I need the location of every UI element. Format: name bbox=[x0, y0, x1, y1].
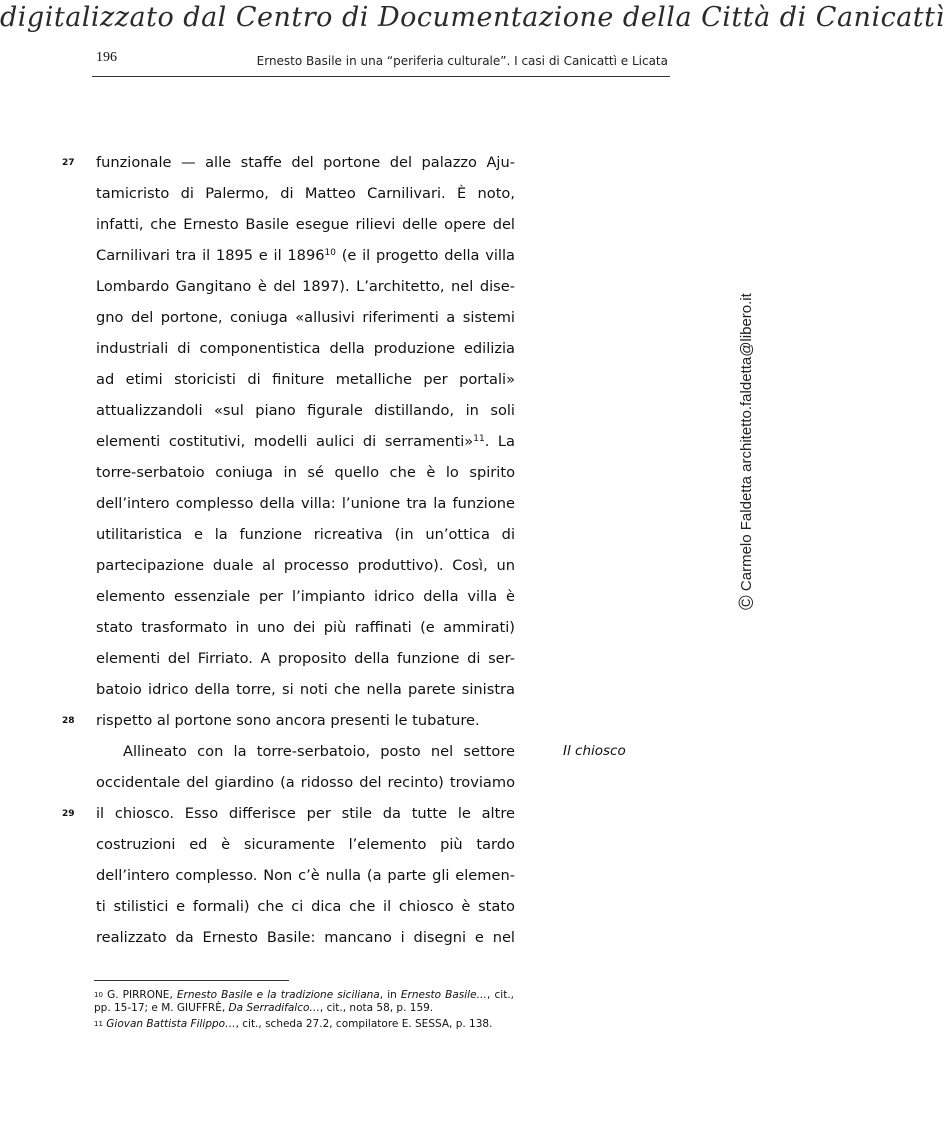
margin-number: 27 bbox=[62, 158, 75, 168]
footnote-title: Giovan Battista Filippo… bbox=[106, 1018, 236, 1030]
copyright-icon: © bbox=[736, 595, 758, 610]
text-line: costruzioni ed è sicuramente l’elemento più tardo bbox=[96, 836, 515, 853]
footnote-text: , cit., pp. 15-17; e M. GIUFFRÈ, bbox=[94, 989, 514, 1014]
text-line: infatti, che Ernesto Basile esegue rilievi delle opere del bbox=[96, 216, 515, 233]
text-line: elementi del Firriato. A proposito della funzione di ser- bbox=[96, 650, 515, 667]
text-segment: . La bbox=[484, 433, 515, 450]
text-line bbox=[96, 244, 515, 275]
text-segment: elementi costitutivi, modelli aulici di serramenti» bbox=[96, 433, 474, 450]
margin-number: 29 bbox=[62, 809, 75, 819]
text-line: industriali di componentistica della produzione edilizia bbox=[96, 340, 515, 357]
footnote-title: Ernesto Basile e la tradizione siciliana bbox=[176, 989, 380, 1001]
side-note-chiosco: Il chiosco bbox=[563, 743, 626, 759]
footnote-title: Ernesto Basile… bbox=[400, 989, 488, 1001]
text-line: batoio idrico della torre, si noti che nella parete sinistra bbox=[96, 681, 515, 698]
digitization-banner: digitalizzato dal Centro di Documentazione della Città di Canicattì bbox=[0, 2, 945, 33]
footnote-text: , cit., nota 58, p. 159. bbox=[319, 1002, 434, 1014]
footnotes bbox=[94, 989, 514, 1034]
text-line: Lombardo Gangitano è del 1897). L’architetto, nel dise- bbox=[96, 278, 515, 295]
text-line: realizzato da Ernesto Basile: mancano i disegni e nel bbox=[96, 929, 515, 946]
footnote-rule bbox=[94, 980, 289, 981]
body-text bbox=[96, 151, 515, 957]
text-line bbox=[96, 430, 515, 461]
text-line: tamicristo di Palermo, di Matteo Carnilivari. È noto, bbox=[96, 185, 515, 202]
text-line: dell’intero complesso della villa: l’unione tra la funzione bbox=[96, 495, 515, 512]
text-line: funzionale — alle staffe del portone del palazzo Aju- bbox=[96, 154, 515, 171]
text-line: il chiosco. Esso differisce per stile da tutte le altre bbox=[96, 805, 515, 822]
text-line: rispetto al portone sono ancora presenti le tubature. bbox=[96, 712, 480, 729]
footnote-text: G. PIRRONE, bbox=[107, 989, 177, 1001]
copyright-watermark bbox=[736, 293, 759, 610]
header-rule bbox=[92, 76, 670, 77]
text-line: utilitaristica e la funzione ricreativa (in un’ottica di bbox=[96, 526, 515, 543]
footnote-ref-11: 11 bbox=[473, 434, 485, 444]
text-segment: Carnilivari tra il 1895 e il 1896 bbox=[96, 247, 325, 264]
page-number: 196 bbox=[96, 50, 117, 65]
footnote-11 bbox=[94, 1018, 514, 1031]
text-line: elemento essenziale per l’impianto idrico della villa è bbox=[96, 588, 515, 605]
margin-number: 28 bbox=[62, 716, 75, 726]
text-segment: (e il progetto della villa bbox=[341, 247, 515, 264]
text-line: torre-serbatoio coniuga in sé quello che è lo spirito bbox=[96, 464, 515, 481]
text-line: occidentale del giardino (a ridosso del recinto) troviamo bbox=[96, 774, 515, 791]
watermark-text: Carmelo Faldetta architetto.faldetta@libero.it bbox=[738, 293, 755, 592]
running-head: Ernesto Basile in una “periferia culturale”. I casi di Canicattì e Licata bbox=[256, 54, 668, 68]
text-line: partecipazione duale al processo produttivo). Così, un bbox=[96, 557, 515, 574]
footnote-number: 10 bbox=[94, 991, 103, 999]
footnote-10 bbox=[94, 989, 514, 1015]
text-line: ti stilistici e formali) che ci dica che il chiosco è stato bbox=[96, 898, 515, 915]
footnote-title: Da Serradifalco… bbox=[228, 1002, 320, 1014]
footnote-text: , in bbox=[379, 989, 401, 1001]
footnote-ref-10: 10 bbox=[324, 248, 336, 258]
text-line: ad etimi storicisti di finiture metalliche per portali» bbox=[96, 371, 515, 388]
text-line: gno del portone, coniuga «allusivi riferimenti a sistemi bbox=[96, 309, 515, 326]
text-line: stato trasformato in uno dei più raffinati (e ammirati) bbox=[96, 619, 515, 636]
footnote-text: , cit., scheda 27.2, compilatore E. SESSA, p. 138. bbox=[235, 1018, 493, 1030]
text-line: Allineato con la torre-serbatoio, posto nel settore bbox=[123, 743, 515, 760]
text-line: attualizzandoli «sul piano figurale distillando, in soli bbox=[96, 402, 515, 419]
text-line: dell’intero complesso. Non c’è nulla (a parte gli elemen- bbox=[96, 867, 515, 884]
footnote-number: 11 bbox=[94, 1020, 103, 1028]
